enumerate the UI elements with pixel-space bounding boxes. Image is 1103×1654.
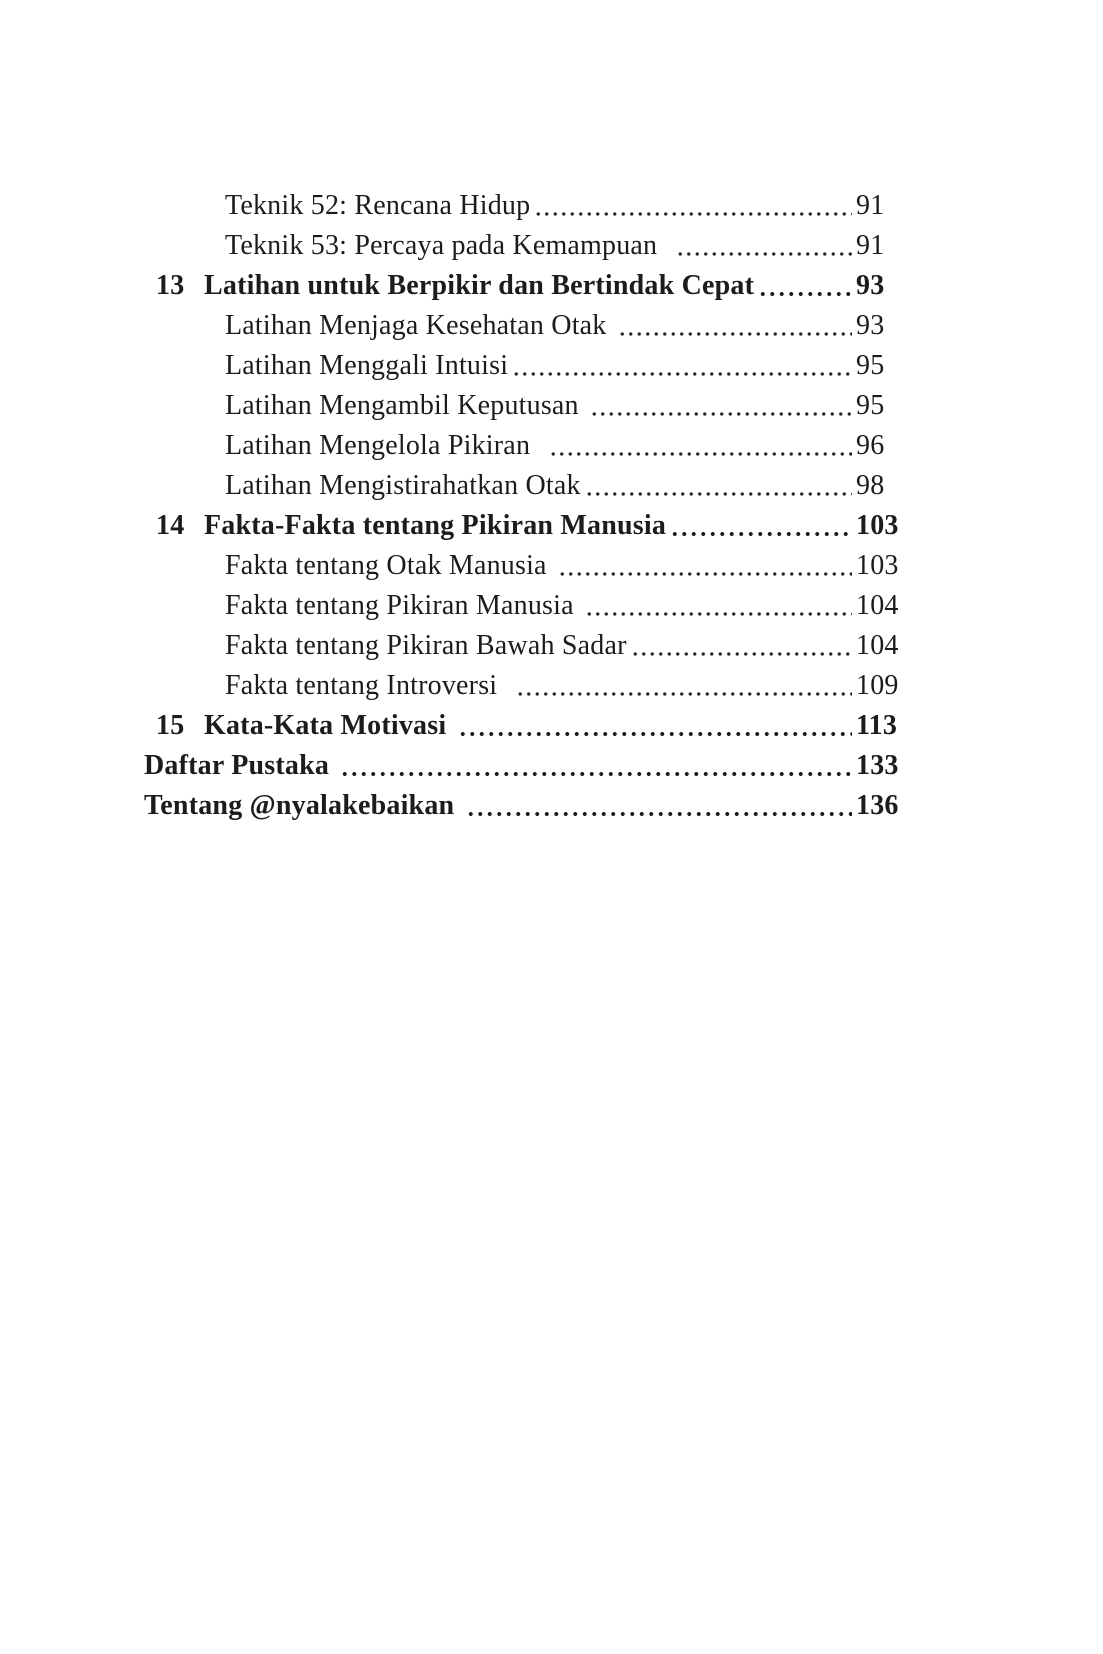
dot-leader [585,612,852,616]
entry-title: Latihan Mengelola Pikiran [225,430,545,461]
chapter-number: 15 [156,710,185,741]
toc-entry [144,586,903,626]
toc-entry [144,626,903,666]
entry-title: Fakta tentang Introversi [225,670,512,701]
page-number: 95 [856,390,885,421]
page-number: 103 [856,510,899,541]
page-number: 113 [856,710,898,741]
entry-title: Latihan Mengistirahatkan Otak [225,470,581,501]
toc-entry [144,786,903,826]
dot-leader [558,572,852,576]
toc-entry [144,666,903,706]
page-number: 104 [856,590,899,621]
dot-leader [512,372,852,376]
page-number: 136 [856,790,899,821]
dot-leader [534,212,852,216]
entry-title: Teknik 53: Percaya pada Kemampuan [225,230,672,261]
dot-leader [466,812,853,816]
entry-title: Fakta-Fakta tentang Pikiran Manusia [204,510,667,541]
page-number: 95 [856,350,885,381]
page-number: 93 [856,310,885,341]
toc-entry [144,306,903,346]
toc-entry [144,386,903,426]
toc-entry [144,266,903,306]
entry-title: Latihan Mengambil Keputusan [225,390,586,421]
entry-title: Latihan Menjaga Kesehatan Otak [225,310,614,341]
toc-entry [144,506,903,546]
page-number: 109 [856,670,899,701]
dot-leader [618,332,852,336]
toc-entry [144,706,903,746]
toc-entry [144,426,903,466]
page-number: 96 [856,430,885,461]
chapter-number: 14 [156,510,185,541]
entry-title: Fakta tentang Pikiran Bawah Sadar [225,630,627,661]
toc-entry [144,226,903,266]
dot-leader [590,412,852,416]
table-of-contents [144,186,903,826]
page-number: 93 [856,270,885,301]
dot-leader [549,452,852,456]
entry-title: Teknik 52: Rencana Hidup [225,190,531,221]
page-number: 91 [856,230,885,261]
entry-title: Latihan untuk Berpikir dan Bertindak Cepat [204,270,755,301]
dot-leader [340,772,852,776]
toc-entry [144,186,903,226]
entry-title: Kata-Kata Motivasi [204,710,454,741]
page-number: 133 [856,750,899,781]
dot-leader [458,732,852,736]
dot-leader [670,532,852,536]
dot-leader [516,692,852,696]
entry-title: Latihan Menggali Intuisi [225,350,509,381]
toc-entry [144,466,903,506]
dot-leader [585,492,852,496]
dot-leader [758,292,852,296]
page-number: 91 [856,190,885,221]
toc-entry [144,346,903,386]
chapter-number: 13 [156,270,185,301]
toc-entry [144,746,903,786]
page-number: 104 [856,630,899,661]
entry-title: Daftar Pustaka [144,750,337,781]
entry-title: Fakta tentang Pikiran Manusia [225,590,581,621]
dot-leader [676,252,852,256]
entry-title: Fakta tentang Otak Manusia [225,550,554,581]
toc-entry [144,546,903,586]
page-number: 103 [856,550,899,581]
page-number: 98 [856,470,885,501]
entry-title: Tentang @nyalakebaikan [144,790,462,821]
dot-leader [631,652,852,656]
